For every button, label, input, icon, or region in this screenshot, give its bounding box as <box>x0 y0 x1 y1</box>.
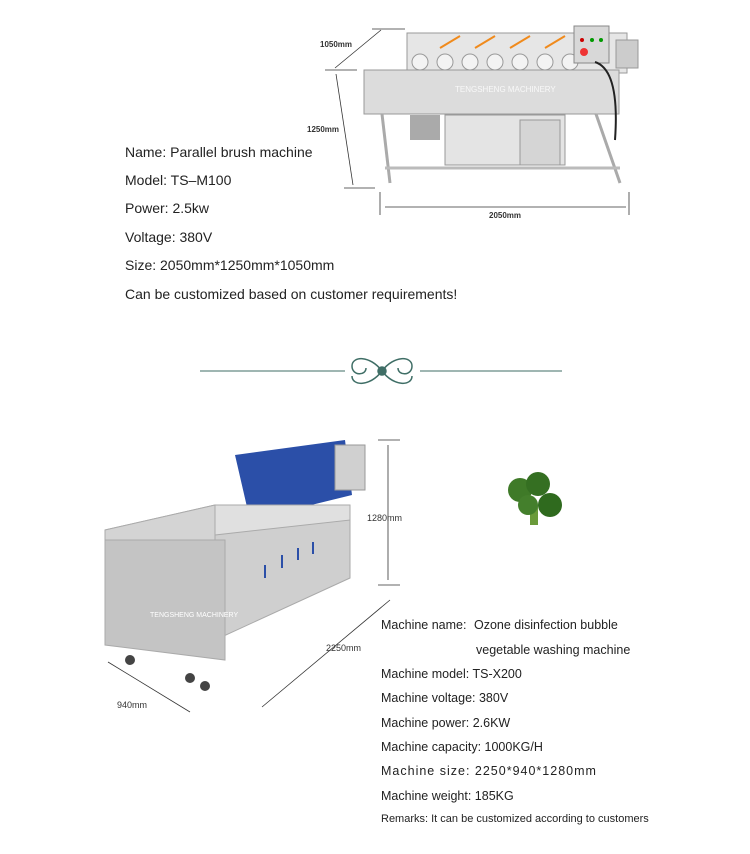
machine1-depth-label: 1050mm <box>320 40 353 49</box>
machine1-spec-name: Name: Parallel brush machine <box>125 144 313 160</box>
machine1-spec-custom: Can be customized based on customer requirements! <box>125 286 458 302</box>
machine1-length-label: 2050mm <box>489 211 522 220</box>
machine2-height-label: 1280mm <box>367 513 403 523</box>
machine1-spec-model: Model: TS–M100 <box>125 172 232 188</box>
machine2-spec-weight: Machine weight: 185KG <box>381 789 514 803</box>
machine1-watermark: TENGSHENG MACHINERY <box>455 85 556 94</box>
machine2-spec-capacity: Machine capacity: 1000KG/H <box>381 740 543 754</box>
machine2-length-label: 2250mm <box>326 643 362 653</box>
machine2-spec-voltage: Machine voltage: 380V <box>381 691 509 705</box>
machine2-width-label: 940mm <box>117 700 148 710</box>
machine2-spec-remarks: Remarks: It can be customized according to customers <box>381 813 649 825</box>
machine2-spec-name-line2: vegetable washing machine <box>476 643 631 657</box>
machine2-spec-model: Machine model: TS-X200 <box>381 667 522 681</box>
machine2-spec-name-label: Machine name: <box>381 618 467 632</box>
machine1-spec-size: Size: 2050mm*1250mm*1050mm <box>125 257 335 273</box>
machine1-spec-voltage: Voltage: 380V <box>125 229 213 245</box>
machine2-spec-power: Machine power: 2.6KW <box>381 716 511 730</box>
machine1-height-label: 1250mm <box>307 125 340 134</box>
broccoli-image <box>508 472 562 525</box>
machine2-spec-name-line1: Ozone disinfection bubble <box>474 618 618 632</box>
machine2-watermark: TENGSHENG MACHINERY <box>150 612 239 619</box>
machine1-spec-power: Power: 2.5kw <box>125 200 210 216</box>
machine2-spec-size: Machine size: 2250*940*1280mm <box>381 764 597 778</box>
